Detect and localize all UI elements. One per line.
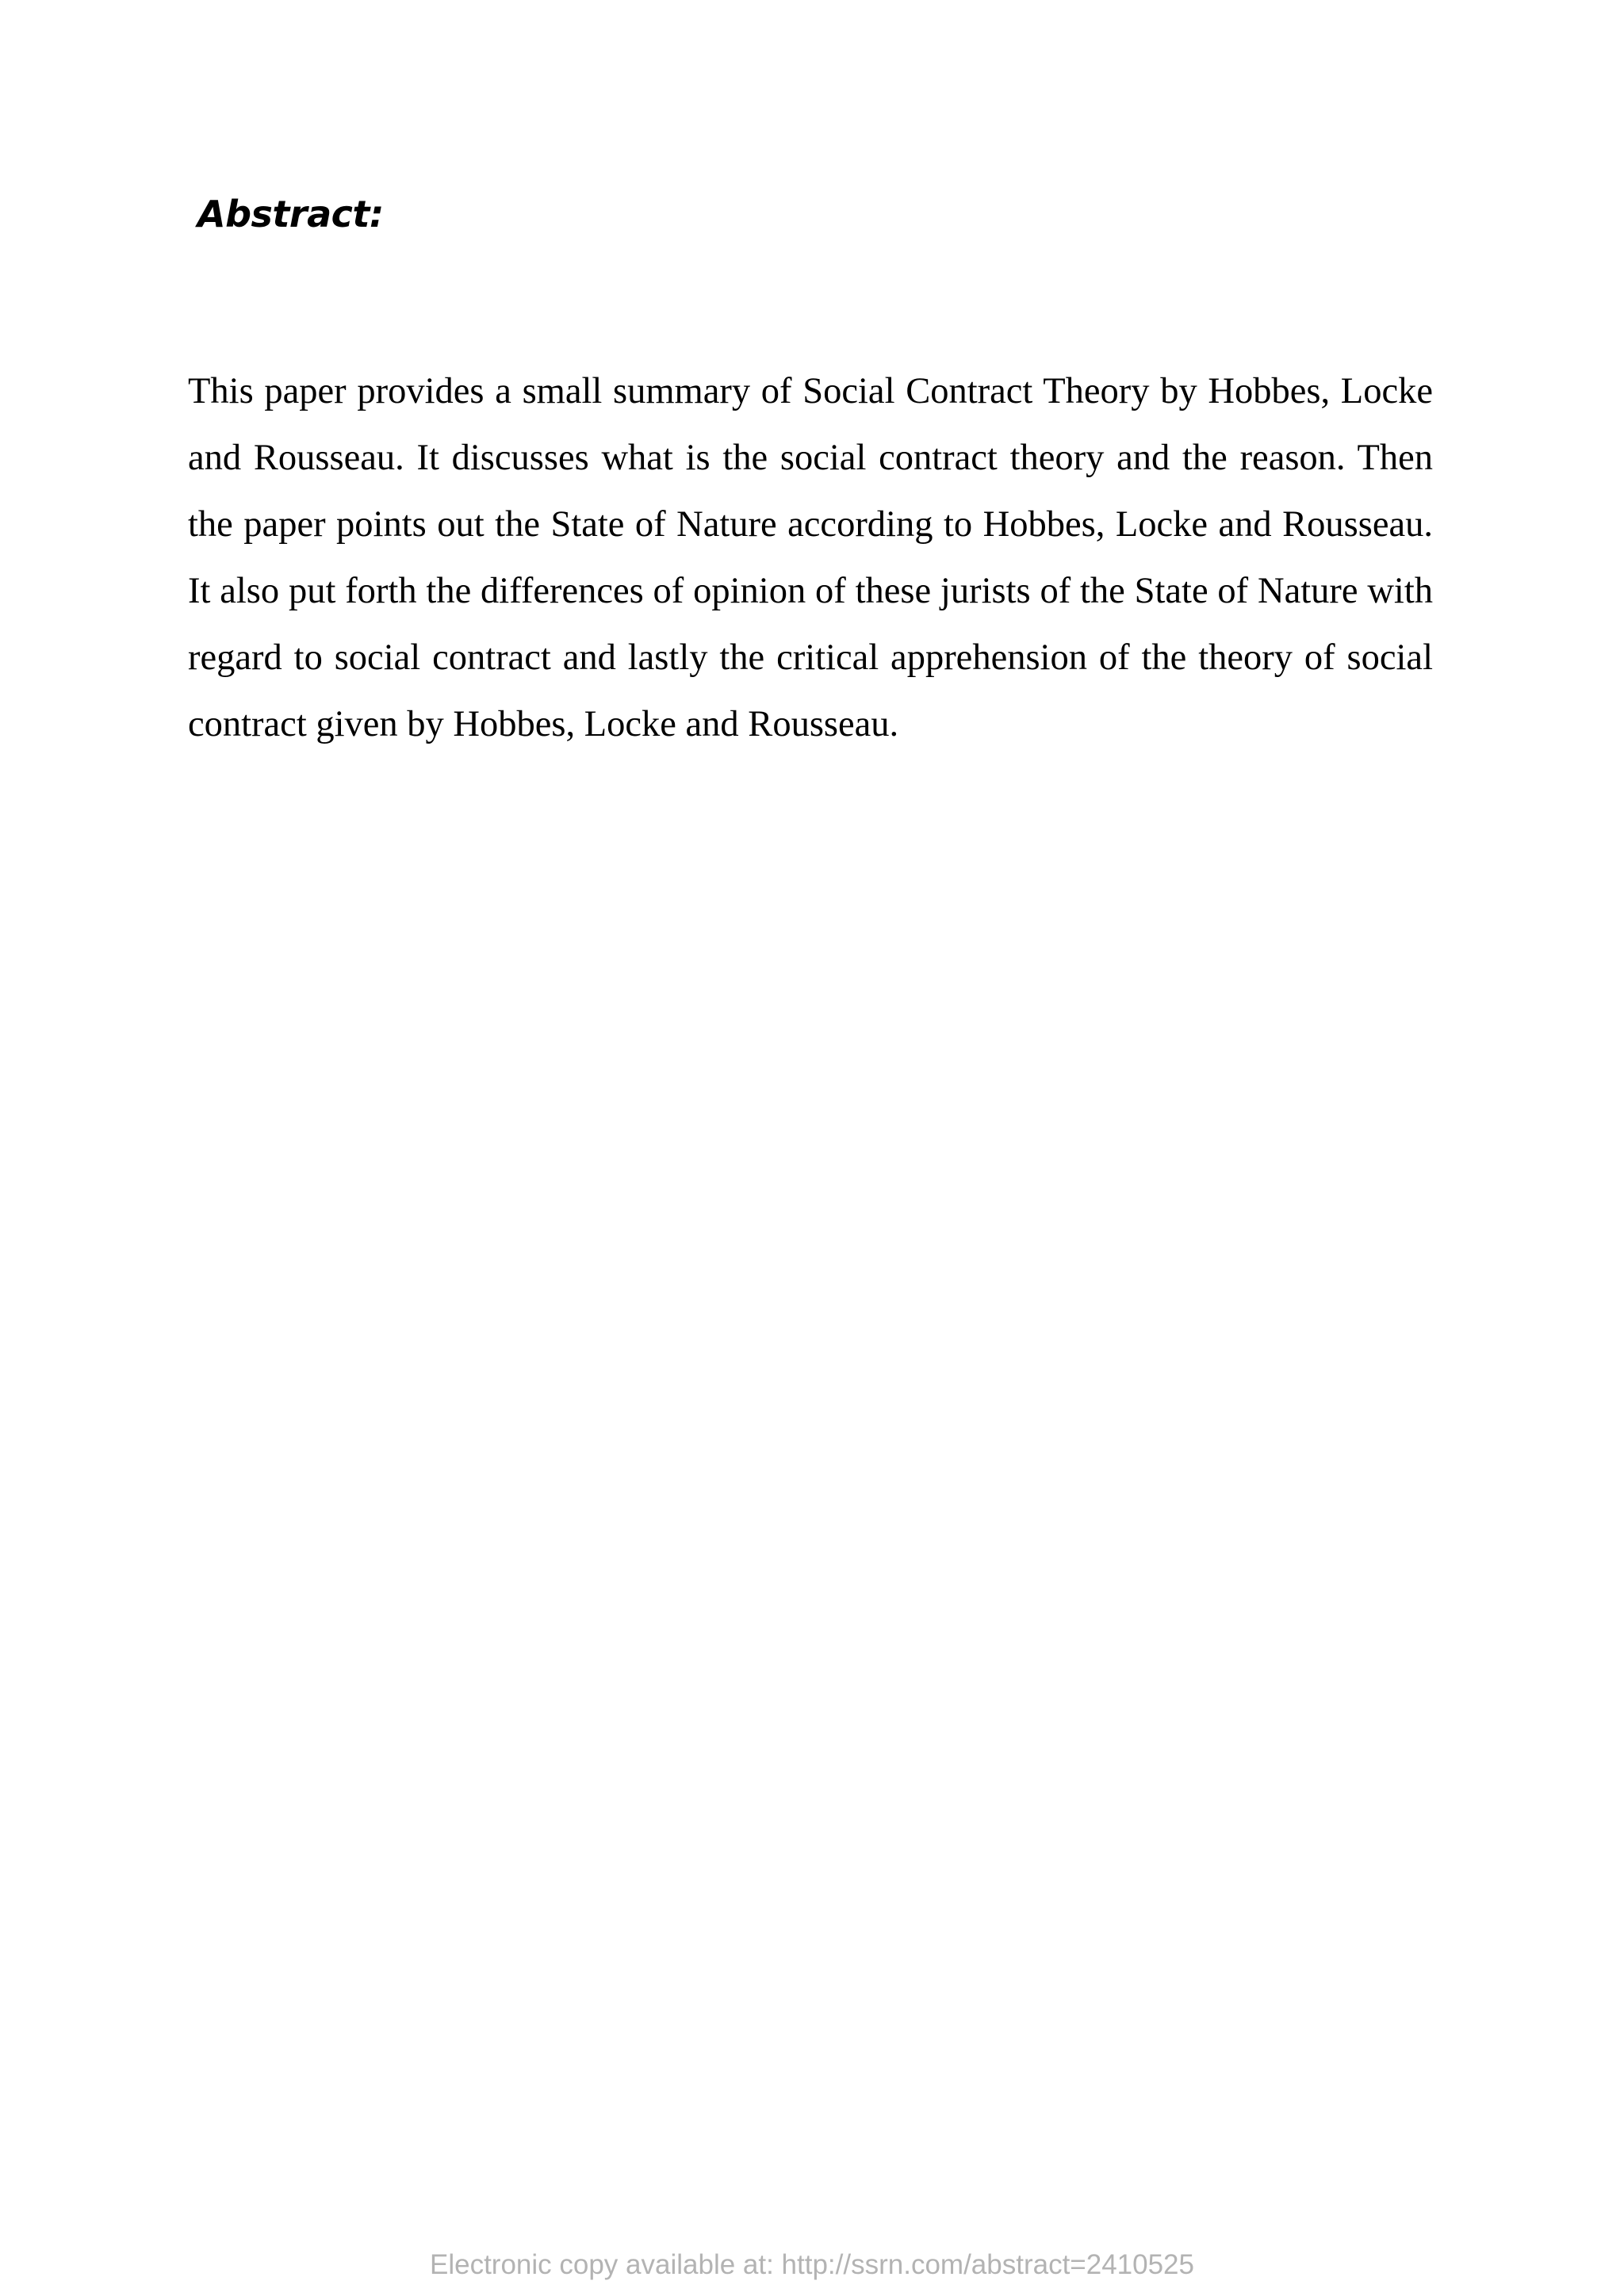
abstract-heading: Abstract: [197, 193, 384, 235]
abstract-paragraph: This paper provides a small summary of Social Contract Theory by Hobbes, Locke and Rousseau. It discusses what is the social contract theory and the reason. Then the paper points out the State of Nature according to Hobbes, Locke and Rousseau. It also put forth the differences of opinion of these jurists of the State of Nature with regard to social contract and lastly the critical apprehension of the theory of social contract given by Hobbes, Locke and Rousseau. [188, 371, 1433, 744]
ssrn-footer-note: Electronic copy available at: http://ssrn.com/abstract=2410525 [429, 2249, 1194, 2280]
